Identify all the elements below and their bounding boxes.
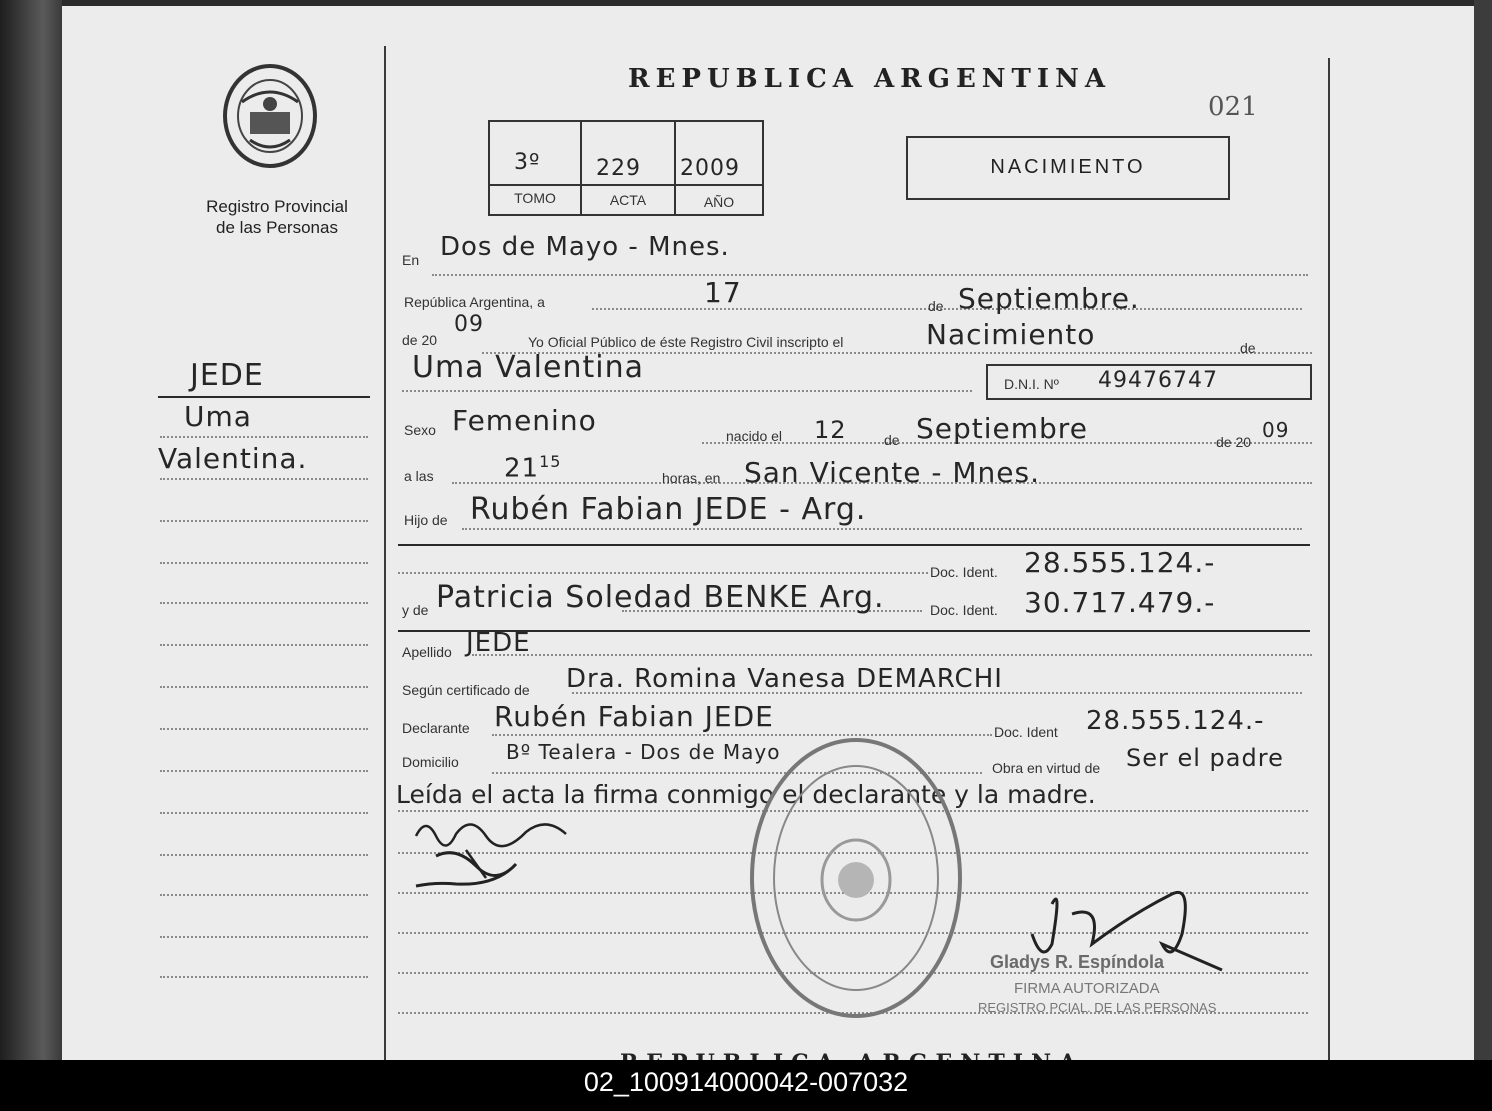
form-dotted-line (592, 308, 1302, 310)
apellido-value: JEDE (466, 628, 531, 658)
page-number: 021 (1208, 92, 1258, 122)
nacido-label: nacido el (726, 428, 783, 444)
margin-surname: JEDE (190, 358, 264, 393)
margin-dotted-line (160, 812, 368, 814)
sexo-label: Sexo (404, 422, 436, 438)
domicilio-label: Domicilio (402, 754, 459, 770)
birth-hour-value: 21 (504, 453, 540, 484)
declarante-doc: 28.555.124.- (1086, 706, 1265, 736)
margin-underline (158, 396, 370, 398)
declarante-name: Rubén Fabian JEDE (494, 700, 774, 733)
birth-year-prefix: de 20 (1216, 434, 1252, 450)
year-suffix: 09 (454, 312, 484, 337)
margin-dotted-line (160, 602, 368, 604)
dni-box (986, 364, 1312, 400)
place-value: Dos de Mayo - Mnes. (440, 232, 730, 262)
inscription-type: Nacimiento (926, 318, 1096, 351)
registry-name (182, 196, 372, 238)
official-name: Gladys R. Espíndola (990, 952, 1165, 972)
margin-name-line2: Valentina. (158, 442, 308, 475)
mother-underline (398, 630, 1310, 632)
horas-label: horas, en (662, 470, 721, 486)
doc-label-2: Doc. Ident. (930, 602, 998, 618)
country-heading: REPUBLICA ARGENTINA (628, 64, 1112, 94)
form-dotted-line (398, 572, 928, 574)
domicilio-value: Bº Tealera - Dos de Mayo (506, 740, 781, 764)
republica-label: República Argentina, a (404, 294, 545, 310)
en-label: En (402, 252, 420, 268)
margin-dotted-line (160, 686, 368, 688)
tomo-label: TOMO (514, 190, 556, 206)
ano-value: 2009 (680, 156, 740, 181)
hijo-label: Hijo de (404, 512, 448, 528)
margin-dotted-line (160, 478, 368, 480)
margin-dotted-line (160, 936, 368, 938)
obra-value: Ser el padre (1126, 744, 1284, 772)
registry-line-2: de las Personas (216, 218, 338, 237)
official-office: REGISTRO PCIAL. DE LAS PERSONAS (978, 1000, 1217, 1015)
scan-id-bar (0, 1060, 1492, 1111)
father-doc: 28.555.124.- (1024, 546, 1216, 579)
registry-stamp (744, 730, 968, 1026)
doc-label-1: Doc. Ident. (930, 564, 998, 580)
dni-value: 49476747 (1098, 368, 1218, 393)
declarant-signature (396, 806, 586, 896)
margin-dotted-line (160, 976, 368, 978)
birth-hour (504, 452, 561, 484)
sexo-value: Femenino (452, 404, 597, 437)
book-binding (0, 0, 62, 1060)
provincial-seal-icon (220, 62, 320, 170)
birth-minutes: 15 (539, 452, 562, 471)
margin-dotted-line (160, 728, 368, 730)
birth-year-suffix: 09 (1262, 418, 1290, 442)
margin-dotted-line (160, 562, 368, 564)
margin-dotted-line (160, 520, 368, 522)
form-dotted-line (402, 390, 972, 392)
declarante-label: Declarante (402, 720, 470, 736)
doc-label-3: Doc. Ident (994, 724, 1058, 740)
mother-name: Patricia Soledad BENKE Arg. (436, 580, 885, 615)
day-value: 17 (704, 276, 742, 309)
de-label-2: de (1240, 340, 1256, 356)
yde-label: y de (402, 602, 429, 618)
oficial-label: Yo Oficial Público de éste Registro Civil inscripto el (528, 334, 844, 350)
margin-dotted-line (160, 770, 368, 772)
margin-name-line1: Uma (184, 400, 252, 433)
child-name: Uma Valentina (412, 350, 644, 385)
page-edge (1474, 0, 1492, 1060)
birth-day: 12 (814, 416, 847, 444)
birth-month: Septiembre (916, 412, 1088, 445)
margin-dotted-line (160, 854, 368, 856)
year-prefix: de 20 (402, 332, 438, 348)
dni-label: D.N.I. Nº (1004, 376, 1059, 392)
margin-dotted-line (160, 436, 368, 438)
certificado-label: Según certificado de (402, 682, 530, 698)
apellido-label: Apellido (402, 644, 452, 660)
form-dotted-line (472, 654, 1312, 656)
form-dotted-line (432, 274, 1308, 276)
month-value: Septiembre. (958, 282, 1140, 315)
de-label-3: de (884, 432, 900, 448)
ano-label: AÑO (703, 194, 735, 210)
mother-doc: 30.717.479.- (1024, 586, 1216, 619)
birth-place: San Vicente - Mnes. (744, 456, 1040, 489)
obra-label: Obra en virtud de (992, 760, 1101, 776)
registry-line-1: Registro Provincial (206, 197, 348, 216)
tomo-value: 3º (514, 150, 541, 175)
document-type: NACIMIENTO (990, 156, 1146, 178)
official-title: FIRMA AUTORIZADA (1014, 980, 1160, 997)
document-type-box (906, 136, 1230, 200)
record-box (488, 120, 764, 216)
acta-label: ACTA (609, 192, 647, 208)
margin-dotted-line (160, 644, 368, 646)
column-divider (384, 46, 386, 1060)
doctor-name: Dra. Romina Vanesa DEMARCHI (566, 664, 1003, 694)
form-dotted-line (462, 528, 1302, 530)
de-label-1: de (928, 298, 944, 314)
a-las-label: a las (404, 468, 434, 484)
acta-value: 229 (596, 156, 641, 181)
birth-certificate-page (62, 6, 1474, 1060)
record-box-hline (490, 184, 762, 186)
margin-dotted-line (160, 894, 368, 896)
right-border (1328, 58, 1330, 1060)
father-name: Rubén Fabian JEDE - Arg. (470, 492, 867, 527)
scan-id: 02_100914000042-007032 (583, 1067, 909, 1097)
closing-text: Leída el acta la firma conmigo el declarante y la madre. (396, 780, 1096, 809)
